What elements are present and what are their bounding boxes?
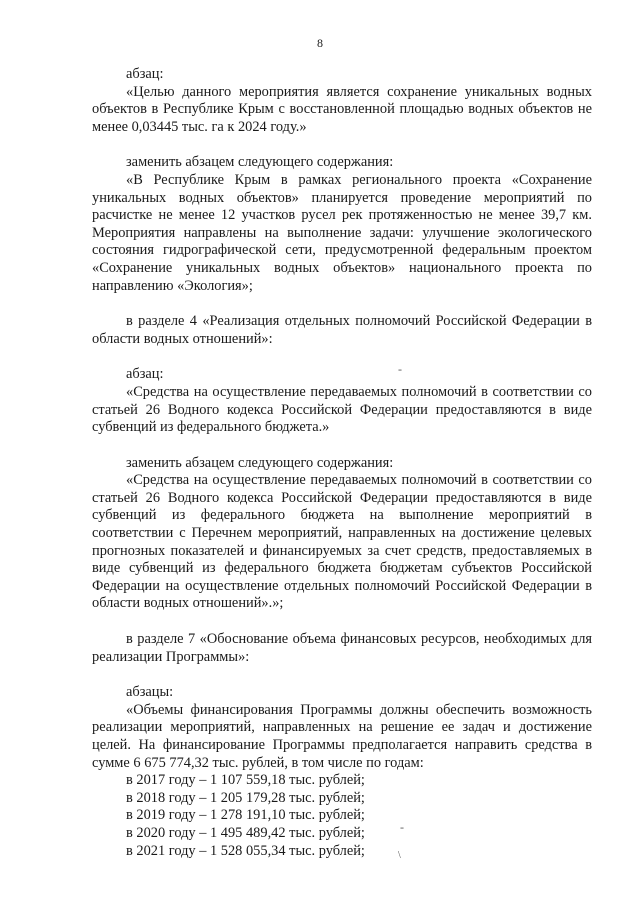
replacement-label: заменить абзацем следующего содержания: — [126, 154, 394, 171]
list-item: в 2020 году – 1 495 489,42 тыс. рублей; — [126, 824, 365, 841]
replacement-paragraph: «В Республике Крым в рамках регионального проекта «Сохранение уникальных водных объектов» планируется проведение мероприятий по расчистке не менее 12 участков русел рек протяженностью не менее 39,7 км. Мероприятия направлены на выполнение задачи: улучшение экологического состояния гидрографической сети, предусмотренной федеральным проектом «Сохранение уникальных водных объектов» национального проекта по направлению «Экология»; — [92, 171, 592, 294]
scan-mark: - — [398, 362, 402, 376]
list-item: в 2019 году – 1 278 191,10 тыс. рублей; — [126, 807, 365, 824]
quoted-paragraph: «Целью данного мероприятия является сохранение уникальных водных объектов в Республике Крым с восстановленной площадью водных объектов не менее 0,03445 тыс. га к 2024 году.» — [92, 83, 592, 135]
document-body — [92, 66, 592, 860]
page-number: 8 — [317, 36, 323, 50]
paragraph-label: абзацы: — [126, 684, 174, 701]
scan-mark: - — [400, 820, 404, 834]
quoted-paragraph: «Объемы финансирования Программы должны обеспечить возможность реализации мероприятий, направленных на решение ее задач и достижение целей. На финансирование Программы предполагается направить средства в сумме 6 675 774,32 тыс. рублей, в том числе по годам: — [92, 701, 592, 771]
paragraph-label: абзац: — [126, 366, 164, 383]
scan-mark: \ — [398, 850, 401, 861]
replacement-paragraph: «Средства на осуществление передаваемых полномочий в соответствии со статьей 26 Водного кодекса Российской Федерации предоставляются в виде субвенций из федерального бюджета на выполнение мероприятий в соответствии с Перечнем мероприятий, направленных на достижение целевых прогнозных показателей и финансируемых за счет средств, предоставляемых в виде субвенций из федерального бюджета бюджетам субъектов Российской Федерации на осуществление отдельных полномочий Российской Федерации в области водных отношений».»; — [92, 472, 592, 612]
replacement-label: заменить абзацем следующего содержания: — [126, 454, 394, 471]
list-item: в 2021 году – 1 528 055,34 тыс. рублей; — [126, 842, 365, 859]
funding-by-year-list — [92, 772, 592, 860]
section-heading: в разделе 7 «Обоснование объема финансовых ресурсов, необходимых для реализации Программы»: — [92, 631, 592, 665]
list-item: в 2018 году – 1 205 179,28 тыс. рублей; — [126, 789, 365, 806]
quoted-paragraph: «Средства на осуществление передаваемых полномочий в соответствии со статьей 26 Водного кодекса Российской Федерации предоставляются в виде субвенций из федерального бюджета.» — [92, 383, 592, 436]
list-item: в 2017 году – 1 107 559,18 тыс. рублей; — [126, 772, 365, 789]
paragraph-label: абзац: — [126, 66, 164, 82]
section-heading: в разделе 4 «Реализация отдельных полномочий Российской Федерации в области водных отношений»: — [92, 313, 592, 347]
